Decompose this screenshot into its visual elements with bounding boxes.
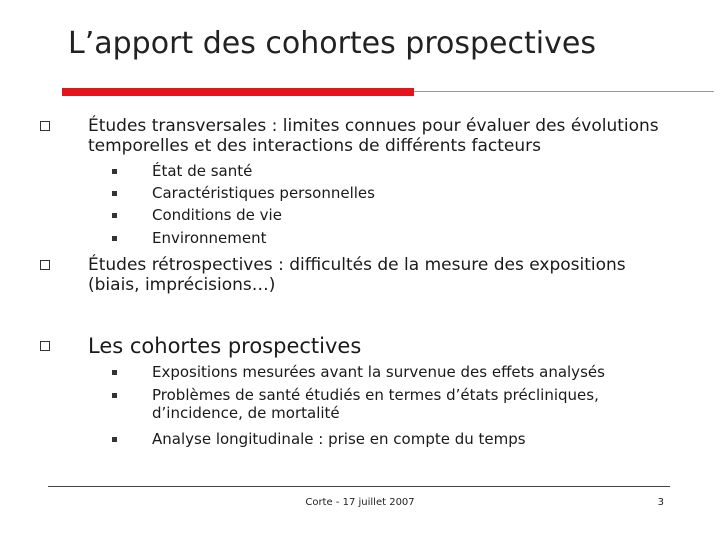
- square-bullet-icon: [112, 191, 117, 196]
- footer-divider: [48, 486, 670, 487]
- square-bullet-icon: [112, 236, 117, 241]
- square-bullet-icon: [112, 169, 117, 174]
- sub-bullet-text: Environnement: [152, 229, 267, 247]
- title-underline-accent: [62, 88, 414, 96]
- sub-bullet-text: État de santé: [152, 162, 253, 180]
- bullet-text: Études rétrospectives : difficultés de la mesure des expositions (biais, imprécisions…): [88, 255, 626, 295]
- checkbox-bullet-icon: [40, 121, 50, 131]
- page-number: 3: [657, 497, 664, 508]
- bullet-text: Études transversales : limites connues pour évaluer des évolutions temporelles et des interactions de différents facteurs: [88, 116, 659, 156]
- square-bullet-icon: [112, 437, 117, 442]
- slide-title: L’apport des cohortes prospectives: [68, 26, 596, 61]
- checkbox-bullet-icon: [40, 341, 50, 351]
- bullet-text: Les cohortes prospectives: [88, 334, 362, 358]
- square-bullet-icon: [112, 213, 117, 218]
- sub-bullet-text: Conditions de vie: [152, 206, 282, 224]
- square-bullet-icon: [112, 393, 117, 398]
- footer-text: Corte - 17 juillet 2007: [305, 497, 415, 508]
- sub-bullet-text: Caractéristiques personnelles: [152, 184, 375, 202]
- sub-bullet-text: Analyse longitudinale : prise en compte du temps: [152, 430, 526, 448]
- square-bullet-icon: [112, 370, 117, 375]
- title-underline-line: [414, 91, 714, 92]
- sub-bullet-text: Problèmes de santé étudiés en termes d’états précliniques, d’incidence, de mortalité: [152, 386, 599, 422]
- sub-bullet-text: Expositions mesurées avant la survenue des effets analysés: [152, 363, 605, 381]
- checkbox-bullet-icon: [40, 260, 50, 270]
